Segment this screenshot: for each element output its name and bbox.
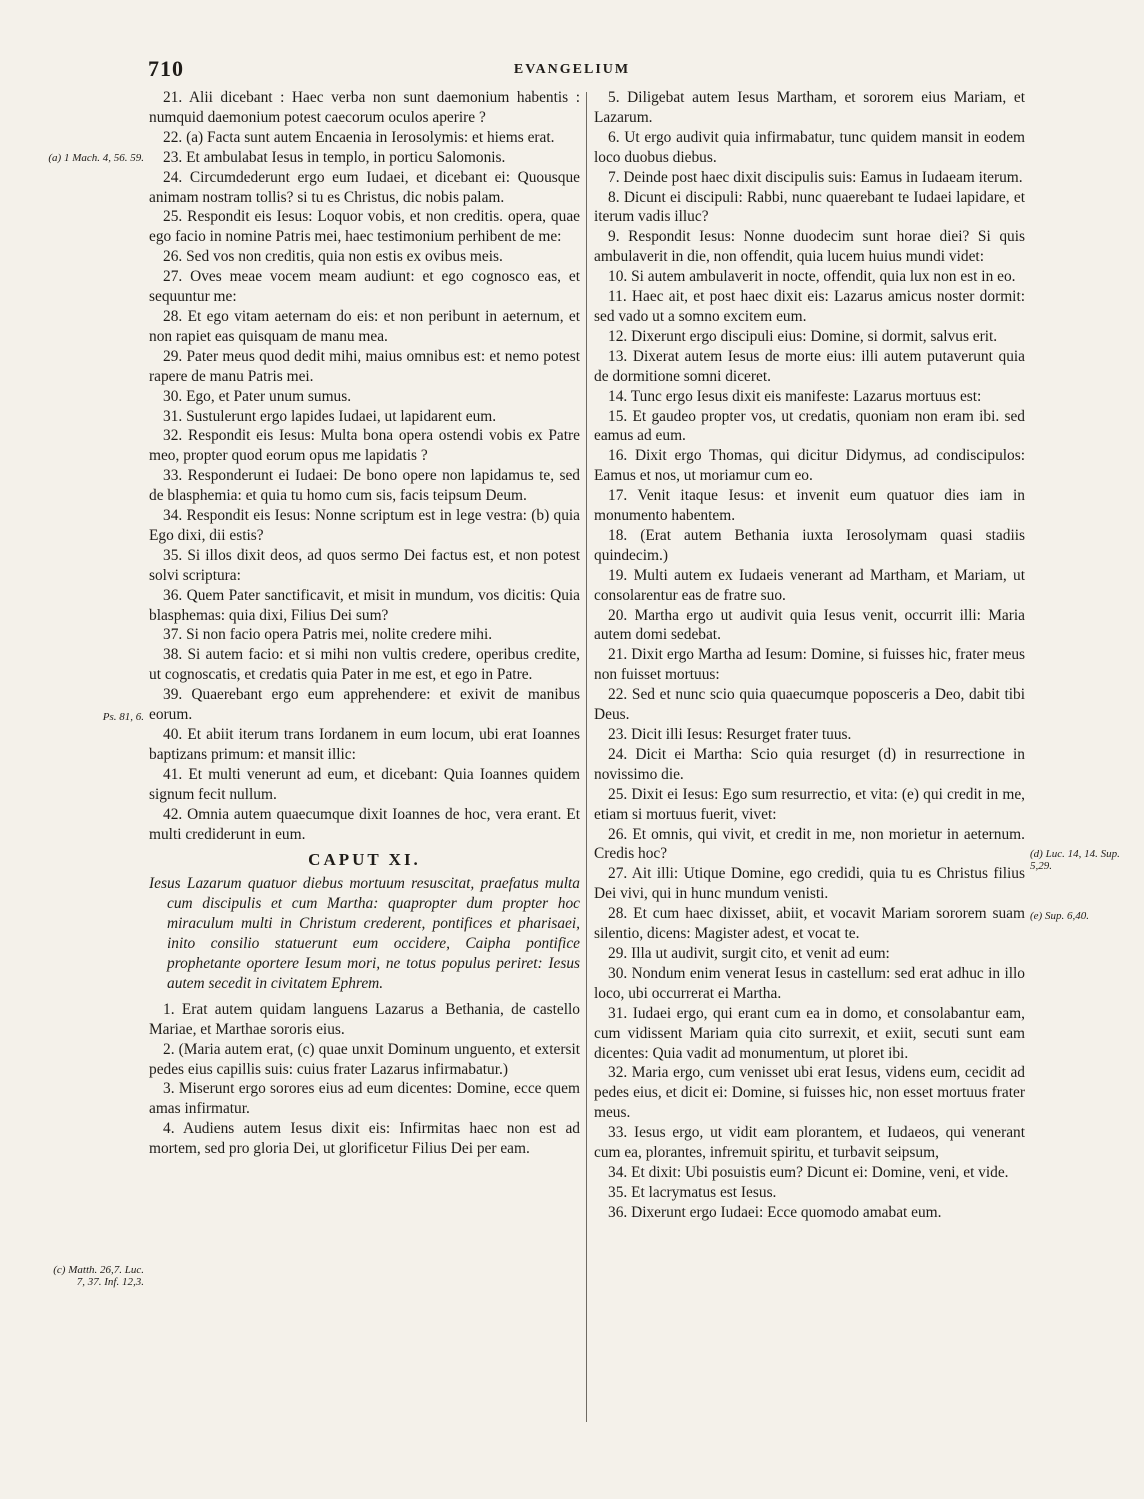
- margin-ref: (d) Luc. 14, 14. Sup. 5,29.: [1030, 848, 1120, 872]
- verse: 21. Dixit ergo Martha ad Iesum: Domine, si fuisses hic, frater meus non fuisset mortuus:: [594, 646, 1025, 684]
- chapter-summary: Iesus Lazarum quatuor diebus mortuum resuscitat, praefatus multa cum discipulis et cum Martha: quapropter dum propter hoc miraculum multi in Christum crederent, pontifices et pharisaei, inito consilio statuerunt eum occidere, Caipha pontifice prophetante oportere Iesum mori, ne totus populus periret: Iesus autem secedit in civitatem Ephrem.: [149, 875, 580, 992]
- verse: 23. Dicit illi Iesus: Resurget frater tuus.: [608, 726, 852, 743]
- verse: 10. Si autem ambulaverit in nocte, offendit, quia lux non est in eo.: [608, 268, 1016, 286]
- verse: 32. Respondit eis Iesus: Multa bona opera ostendi vobis ex Patre meo, propter quod eorum opus me lapidatis ?: [149, 427, 580, 465]
- verse: 39. Quaerebant ergo eum apprehendere: et exivit de manibus eorum.: [149, 686, 580, 724]
- verse: 35. Si illos dixit deos, ad quos sermo Dei factus est, et non potest solvi scriptura:: [149, 546, 580, 584]
- verse: 27. Oves meae vocem meam audiunt: et ego cognosco eas, et sequuntur me:: [149, 268, 580, 306]
- verse: 7. Deinde post haec dixit discipulis suis: Eamus in Iudaeam iterum.: [608, 168, 1023, 186]
- verse: 4. Audiens autem Iesus dixit eis: Infirmitas haec non est ad mortem, sed pro gloria Dei, ut glorificetur Filius Dei per eam.: [149, 1120, 580, 1158]
- verse: 42. Omnia autem quaecumque dixit Ioannes de hoc, vera erant. Et multi crediderunt in eum.: [149, 805, 580, 843]
- verse: 35. Et lacrymatus est Iesus.: [608, 1183, 777, 1201]
- running-head: EVANGELIUM: [513, 62, 631, 77]
- verse: 18. (Erat autem Bethania iuxta Ierosolymam quasi stadiis quindecim.): [594, 526, 1025, 564]
- verse: 24. Dicit ei Martha: Scio quia resurget (d) in resurrectione in novissimo die.: [594, 745, 1025, 783]
- verse: 16. Dixit ergo Thomas, qui dicitur Didymus, ad condiscipulos: Eamus et nos, ut moriamur cum eo.: [594, 447, 1025, 485]
- verse: 25. Dixit ei Iesus: Ego sum resurrectio, et vita: (e) qui credit in me, etiam si mortuus fuerit, vivet:: [594, 785, 1025, 823]
- margin-ref: Ps. 81, 6.: [102, 711, 144, 723]
- column-divider: [586, 92, 587, 1422]
- verse: 33. Responderunt ei Iudaei: De bono opere non lapidamus te, sed de blasphemia: et quia tu homo cum sis, facis teipsum Deum.: [149, 467, 580, 505]
- verse: 5. Diligebat autem Iesus Martham, et sororem eius Mariam, et Lazarum.: [594, 89, 1025, 126]
- verse: 3. Miserunt ergo sorores eius ad eum dicentes: Domine, ecce quem amas infirmatur.: [149, 1080, 580, 1118]
- verse: 21. Alii dicebant : Haec verba non sunt daemonium habentis : numquid daemonium potest caecorum oculos aperire ?: [149, 89, 580, 126]
- verse: 17. Venit itaque Iesus: et invenit eum quatuor dies iam in monumento habentem.: [594, 487, 1025, 525]
- verse: 29. Pater meus quod dedit mihi, maius omnibus est: et nemo potest rapere de manu Patris mei.: [149, 347, 580, 385]
- verse: 31. Sustulerunt ergo lapides Iudaei, ut lapidarent eum.: [163, 407, 497, 425]
- verse: 38. Si autem facio: et si mihi non vultis credere, operibus credite, ut cognoscatis, et credatis quia Pater in me est, et ego in Patre.: [149, 646, 580, 684]
- verse: 26. Et omnis, qui vivit, et credit in me, non morietur in aeternum. Credis hoc?: [594, 825, 1025, 863]
- verse: 14. Tunc ergo Iesus dixit eis manifeste: Lazarus mortuus est:: [608, 387, 982, 405]
- verse: 37. Si non facio opera Patris mei, nolite credere mihi.: [163, 626, 493, 644]
- verse: 28. Et ego vitam aeternam do eis: et non peribunt in aeternum, et non rapiet eas quisquam de manu mea.: [149, 307, 580, 345]
- verse: 11. Haec ait, et post haec dixit eis: Lazarus amicus noster dormit: sed vado ut a somno excitem eum.: [594, 288, 1025, 325]
- verse: 30. Nondum enim venerat Iesus in castellum: sed erat adhuc in illo loco, ubi occurrerat ei Martha.: [594, 964, 1025, 1002]
- verse: 36. Dixerunt ergo Iudaei: Ecce quomodo amabat eum.: [608, 1203, 942, 1221]
- verse: 13. Dixerat autem Iesus de morte eius: illi autem putaverunt quia de dormitione somni diceret.: [594, 347, 1025, 385]
- verse: 33. Iesus ergo, ut vidit eam plorantem, et Iudaeos, qui venerant cum ea, plorantes, infremuit spiritu, et turbavit seipsum,: [594, 1124, 1025, 1162]
- verse: 6. Ut ergo audivit quia infirmabatur, tunc quidem mansit in eodem loco duobus diebus.: [594, 128, 1025, 166]
- verse: 19. Multi autem ex Iudaeis venerant ad Martham, et Mariam, ut consolarentur eas de fratre suo.: [594, 566, 1025, 604]
- verse: 20. Martha ergo ut audivit quia Iesus venit, occurrit illi: Maria autem domi sedebat.: [594, 606, 1025, 644]
- verse: 34. Respondit eis Iesus: Nonne scriptum est in lege vestra: (b) quia Ego dixi, dii estis?: [149, 507, 580, 544]
- margin-ref: (e) Sup. 6,40.: [1030, 910, 1089, 922]
- verse: 36. Quem Pater sanctificavit, et misit in mundum, vos dicitis: Quia blasphemas: quia dixi, Filius Dei sum?: [149, 586, 580, 624]
- verse: 40. Et abiit iterum trans Iordanem in eum locum, ubi erat Ioannes baptizans primum: et mansit illic:: [149, 726, 580, 763]
- verse: 34. Et dixit: Ubi posuistis eum? Dicunt ei: Domine, veni, et vide.: [608, 1163, 1009, 1181]
- verse: 24. Circumdederunt ergo eum Iudaei, et dicebant ei: Quousque animam nostram tollis? si tu es Christus, dic nobis palam.: [149, 168, 580, 206]
- verse: 12. Dixerunt ergo discipuli eius: Domine, si dormit, salvus erit.: [608, 327, 998, 345]
- left-column: [149, 88, 580, 1159]
- verse: 15. Et gaudeo propter vos, ut credatis, quoniam non eram ibi. sed eamus ad eum.: [594, 407, 1025, 445]
- verse: 31. Iudaei ergo, qui erant cum ea in domo, et consolabantur eam, cum vidissent Mariam quia cito surrexit, et exiit, secuti sunt eam dicentes: Quia vadit ad monumentum, ut ploret ibi.: [594, 1004, 1025, 1062]
- chapter-title: CAPUT XI.: [308, 850, 421, 870]
- verse: 22. (a) Facta sunt autem Encaenia in Ierosolymis: et hiems erat.: [163, 128, 555, 146]
- verse: 2. (Maria autem erat, (c) quae unxit Dominum unguento, et extersit pedes eius capillis suis: cuius frater Lazarus infirmabatur.): [149, 1040, 580, 1078]
- verse: 30. Ego, et Pater unum sumus.: [163, 387, 352, 405]
- verse: 22. Sed et nunc scio quia quaecumque poposceris a Deo, dabit tibi Deus.: [594, 686, 1025, 724]
- verse: 41. Et multi venerunt ad eum, et dicebant: Quia Ioannes quidem signum fecit nullum.: [149, 765, 580, 803]
- verse: 28. Et cum haec dixisset, abiit, et vocavit Mariam sororem suam silentio, dicens: Magister adest, et vocat te.: [594, 905, 1025, 943]
- verse: 27. Ait illi: Utique Domine, ego credidi, quia tu es Christus filius Dei vivi, qui in hunc mundum venisti.: [594, 865, 1025, 903]
- verse: 9. Respondit Iesus: Nonne duodecim sunt horae diei? Si quis ambulaverit in die, non offendit, quia lucem huius mundi videt:: [594, 228, 1025, 266]
- verse: 29. Illa ut audivit, surgit cito, et venit ad eum:: [608, 944, 890, 962]
- verse: 25. Respondit eis Iesus: Loquor vobis, et non creditis. opera, quae ego facio in nomine Patris mei, haec testimonium perhibent de me:: [149, 208, 580, 246]
- verse: 1. Erat autem quidam languens Lazarus a Bethania, de castello Mariae, et Marthae sororis eius.: [149, 1000, 580, 1038]
- margin-ref: (a) 1 Mach. 4, 56. 59.: [48, 152, 144, 164]
- margin-ref: (c) Matth. 26,7. Luc. 7, 37. Inf. 12,3.: [53, 1264, 144, 1288]
- page-number: 710: [148, 56, 184, 81]
- verse: 8. Dicunt ei discipuli: Rabbi, nunc quaerebant te Iudaei lapidare, et iterum vadis illuc?: [594, 188, 1025, 226]
- verse: 32. Maria ergo, cum venisset ubi erat Iesus, videns eum, cecidit ad pedes eius, et dicit ei: Domine, si fuisses hic, non esset mortuus frater meus.: [594, 1064, 1025, 1122]
- verse: 26. Sed vos non creditis, quia non estis ex ovibus meis.: [163, 248, 503, 266]
- right-column: [594, 88, 1025, 1223]
- verse: 23. Et ambulabat Iesus in templo, in porticu Salomonis.: [163, 148, 506, 166]
